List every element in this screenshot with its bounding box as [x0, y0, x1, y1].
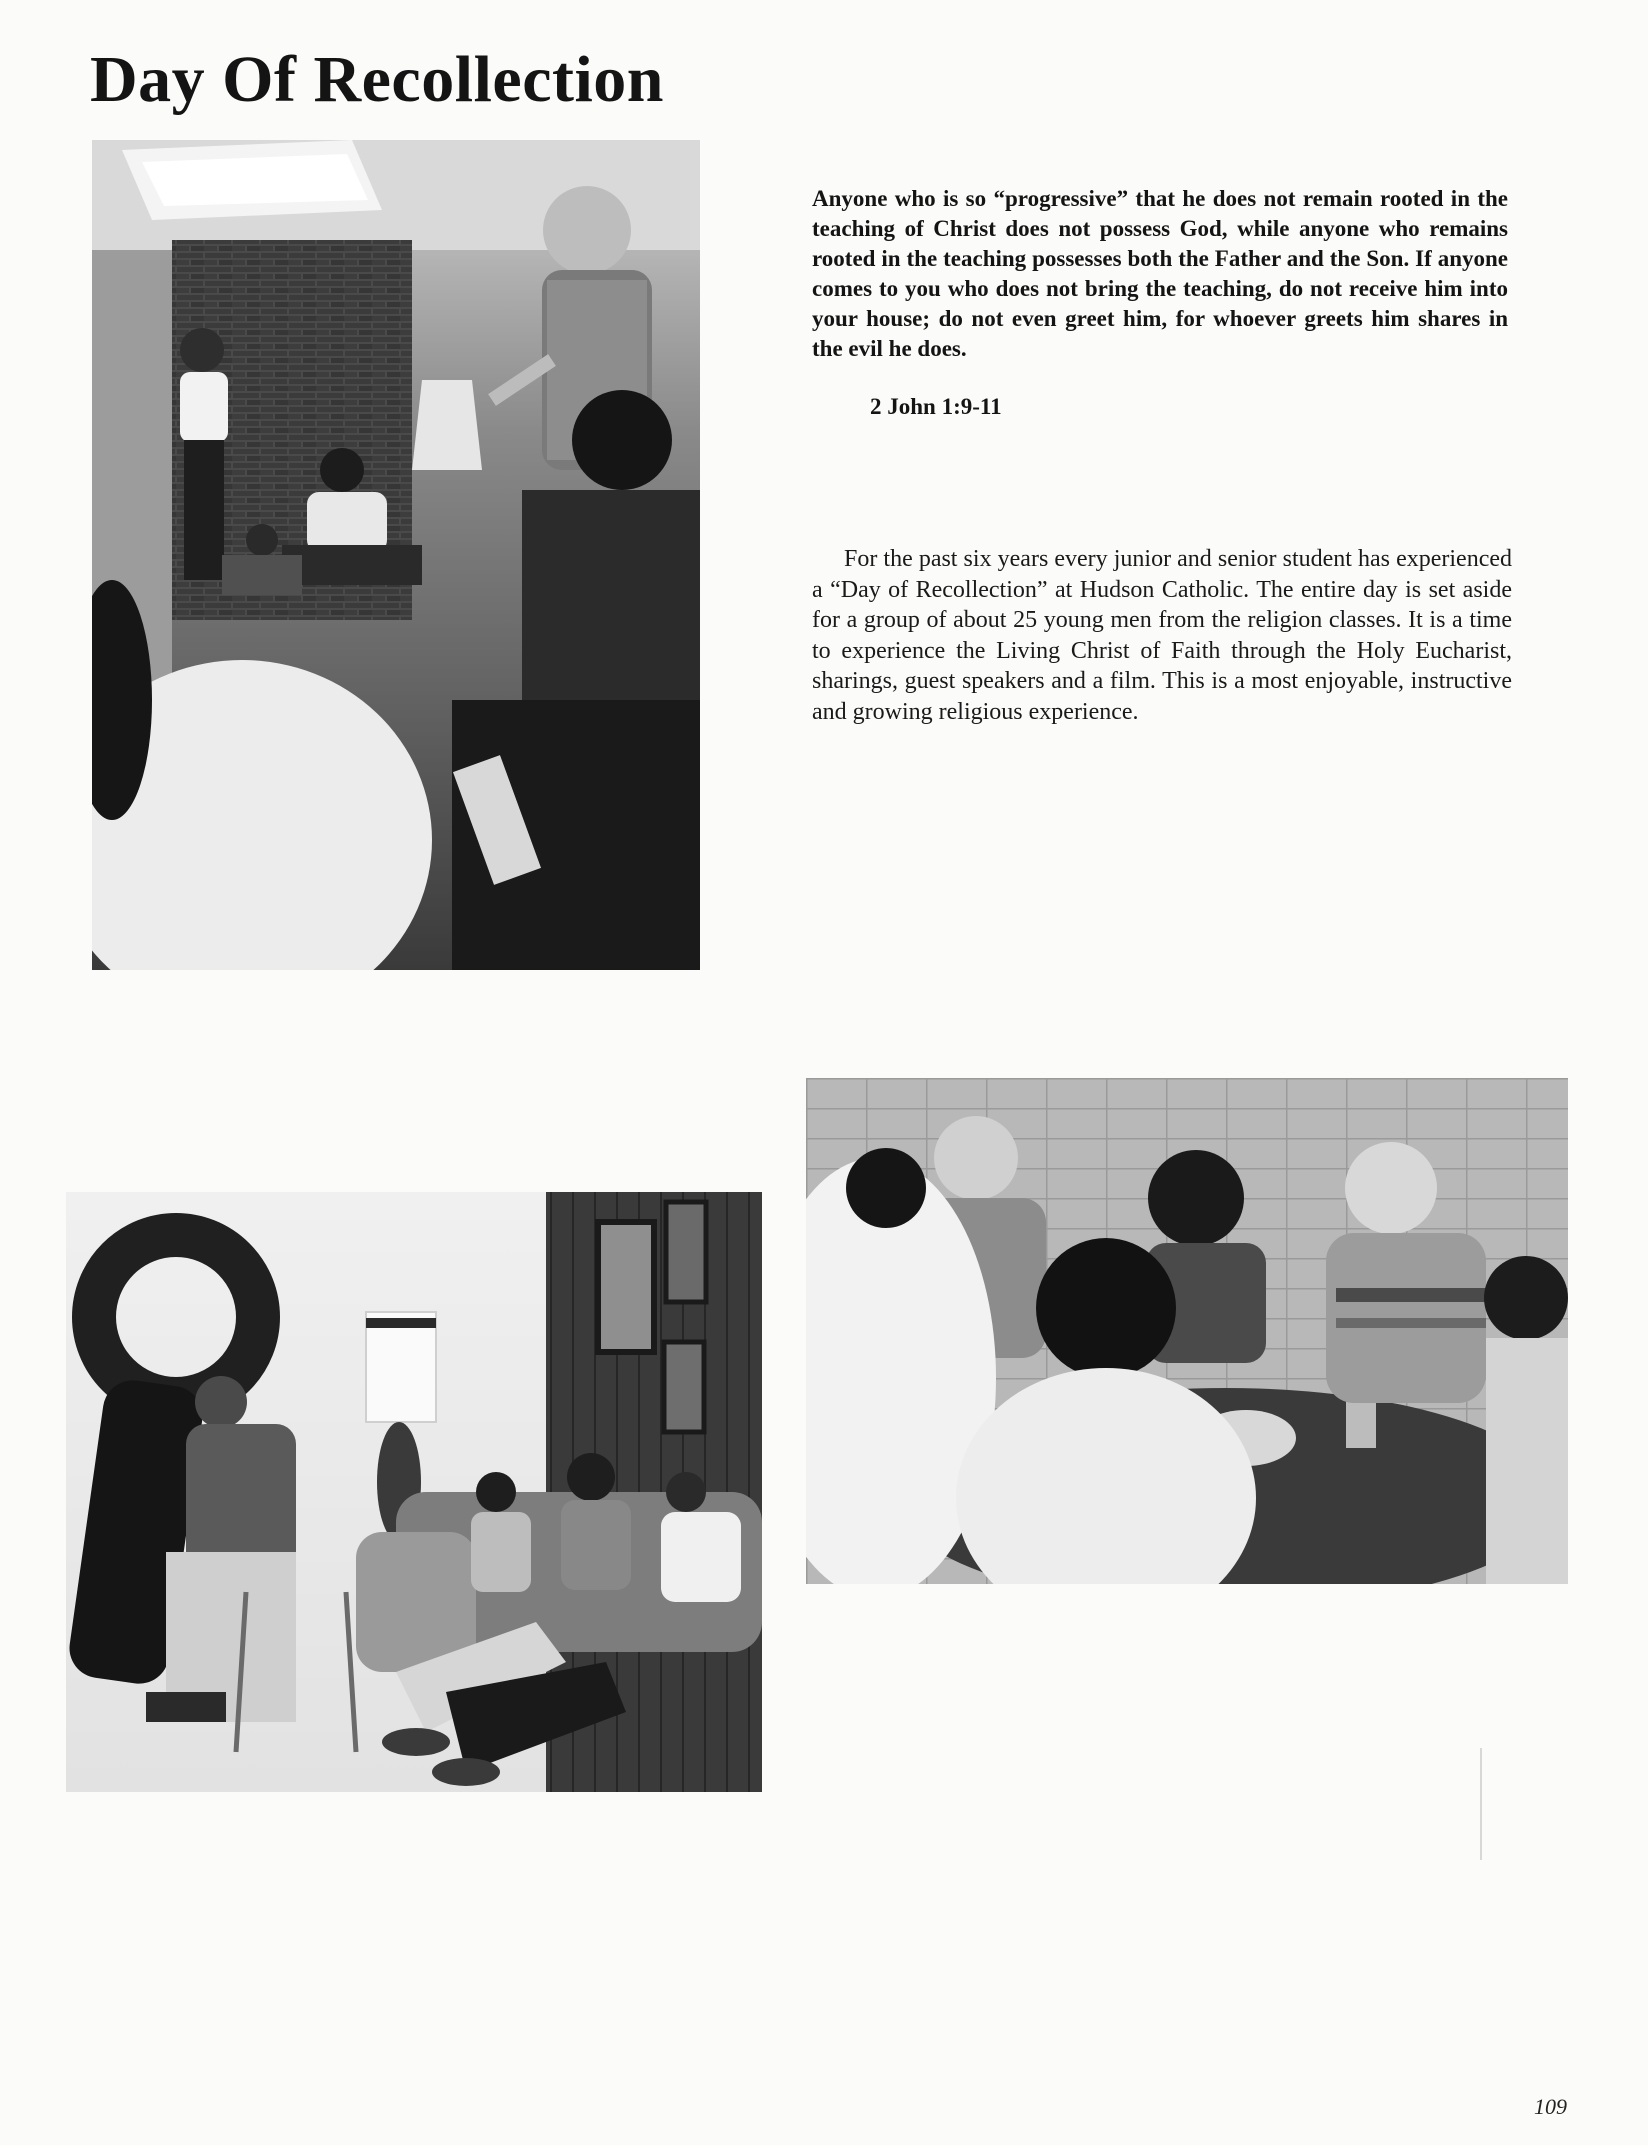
- photo-table-discussion-image: [806, 1078, 1568, 1584]
- scripture-quote: Anyone who is so “progressive” that he does not remain rooted in the teaching of Christ does not possess God, while anyone who remains rooted in the teaching possesses both the Father and the Son. If anyone comes to you who does not bring the teaching, do not receive him into your house; do not even greet him, for whoever greets him shares in the evil he does.: [812, 186, 1508, 361]
- page-fold-mark: [1480, 1748, 1482, 1860]
- photo-lounge-students: [66, 1192, 762, 1792]
- photo-speaker-with-students-image: [92, 140, 700, 970]
- description-paragraph: For the past six years every junior and senior student has experienced a “Day of Recollection” at Hudson Catholic. The entire day is set aside for a group of about 25 young men from the religion classes. It is a time to experience the Living Christ of Faith through the Holy Eucharist, sharings, guest speakers and a film. This is a most enjoyable, instructive and growing religious experience.: [812, 546, 1512, 725]
- photo-speaker-with-students: [92, 140, 700, 970]
- scripture-citation: 2 John 1:9-11: [870, 394, 1002, 419]
- page-number: 109: [1534, 2094, 1567, 2119]
- page-title: Day Of Recollection: [90, 43, 665, 116]
- photo-table-discussion: [806, 1078, 1568, 1584]
- photo-lounge-students-image: [66, 1192, 762, 1792]
